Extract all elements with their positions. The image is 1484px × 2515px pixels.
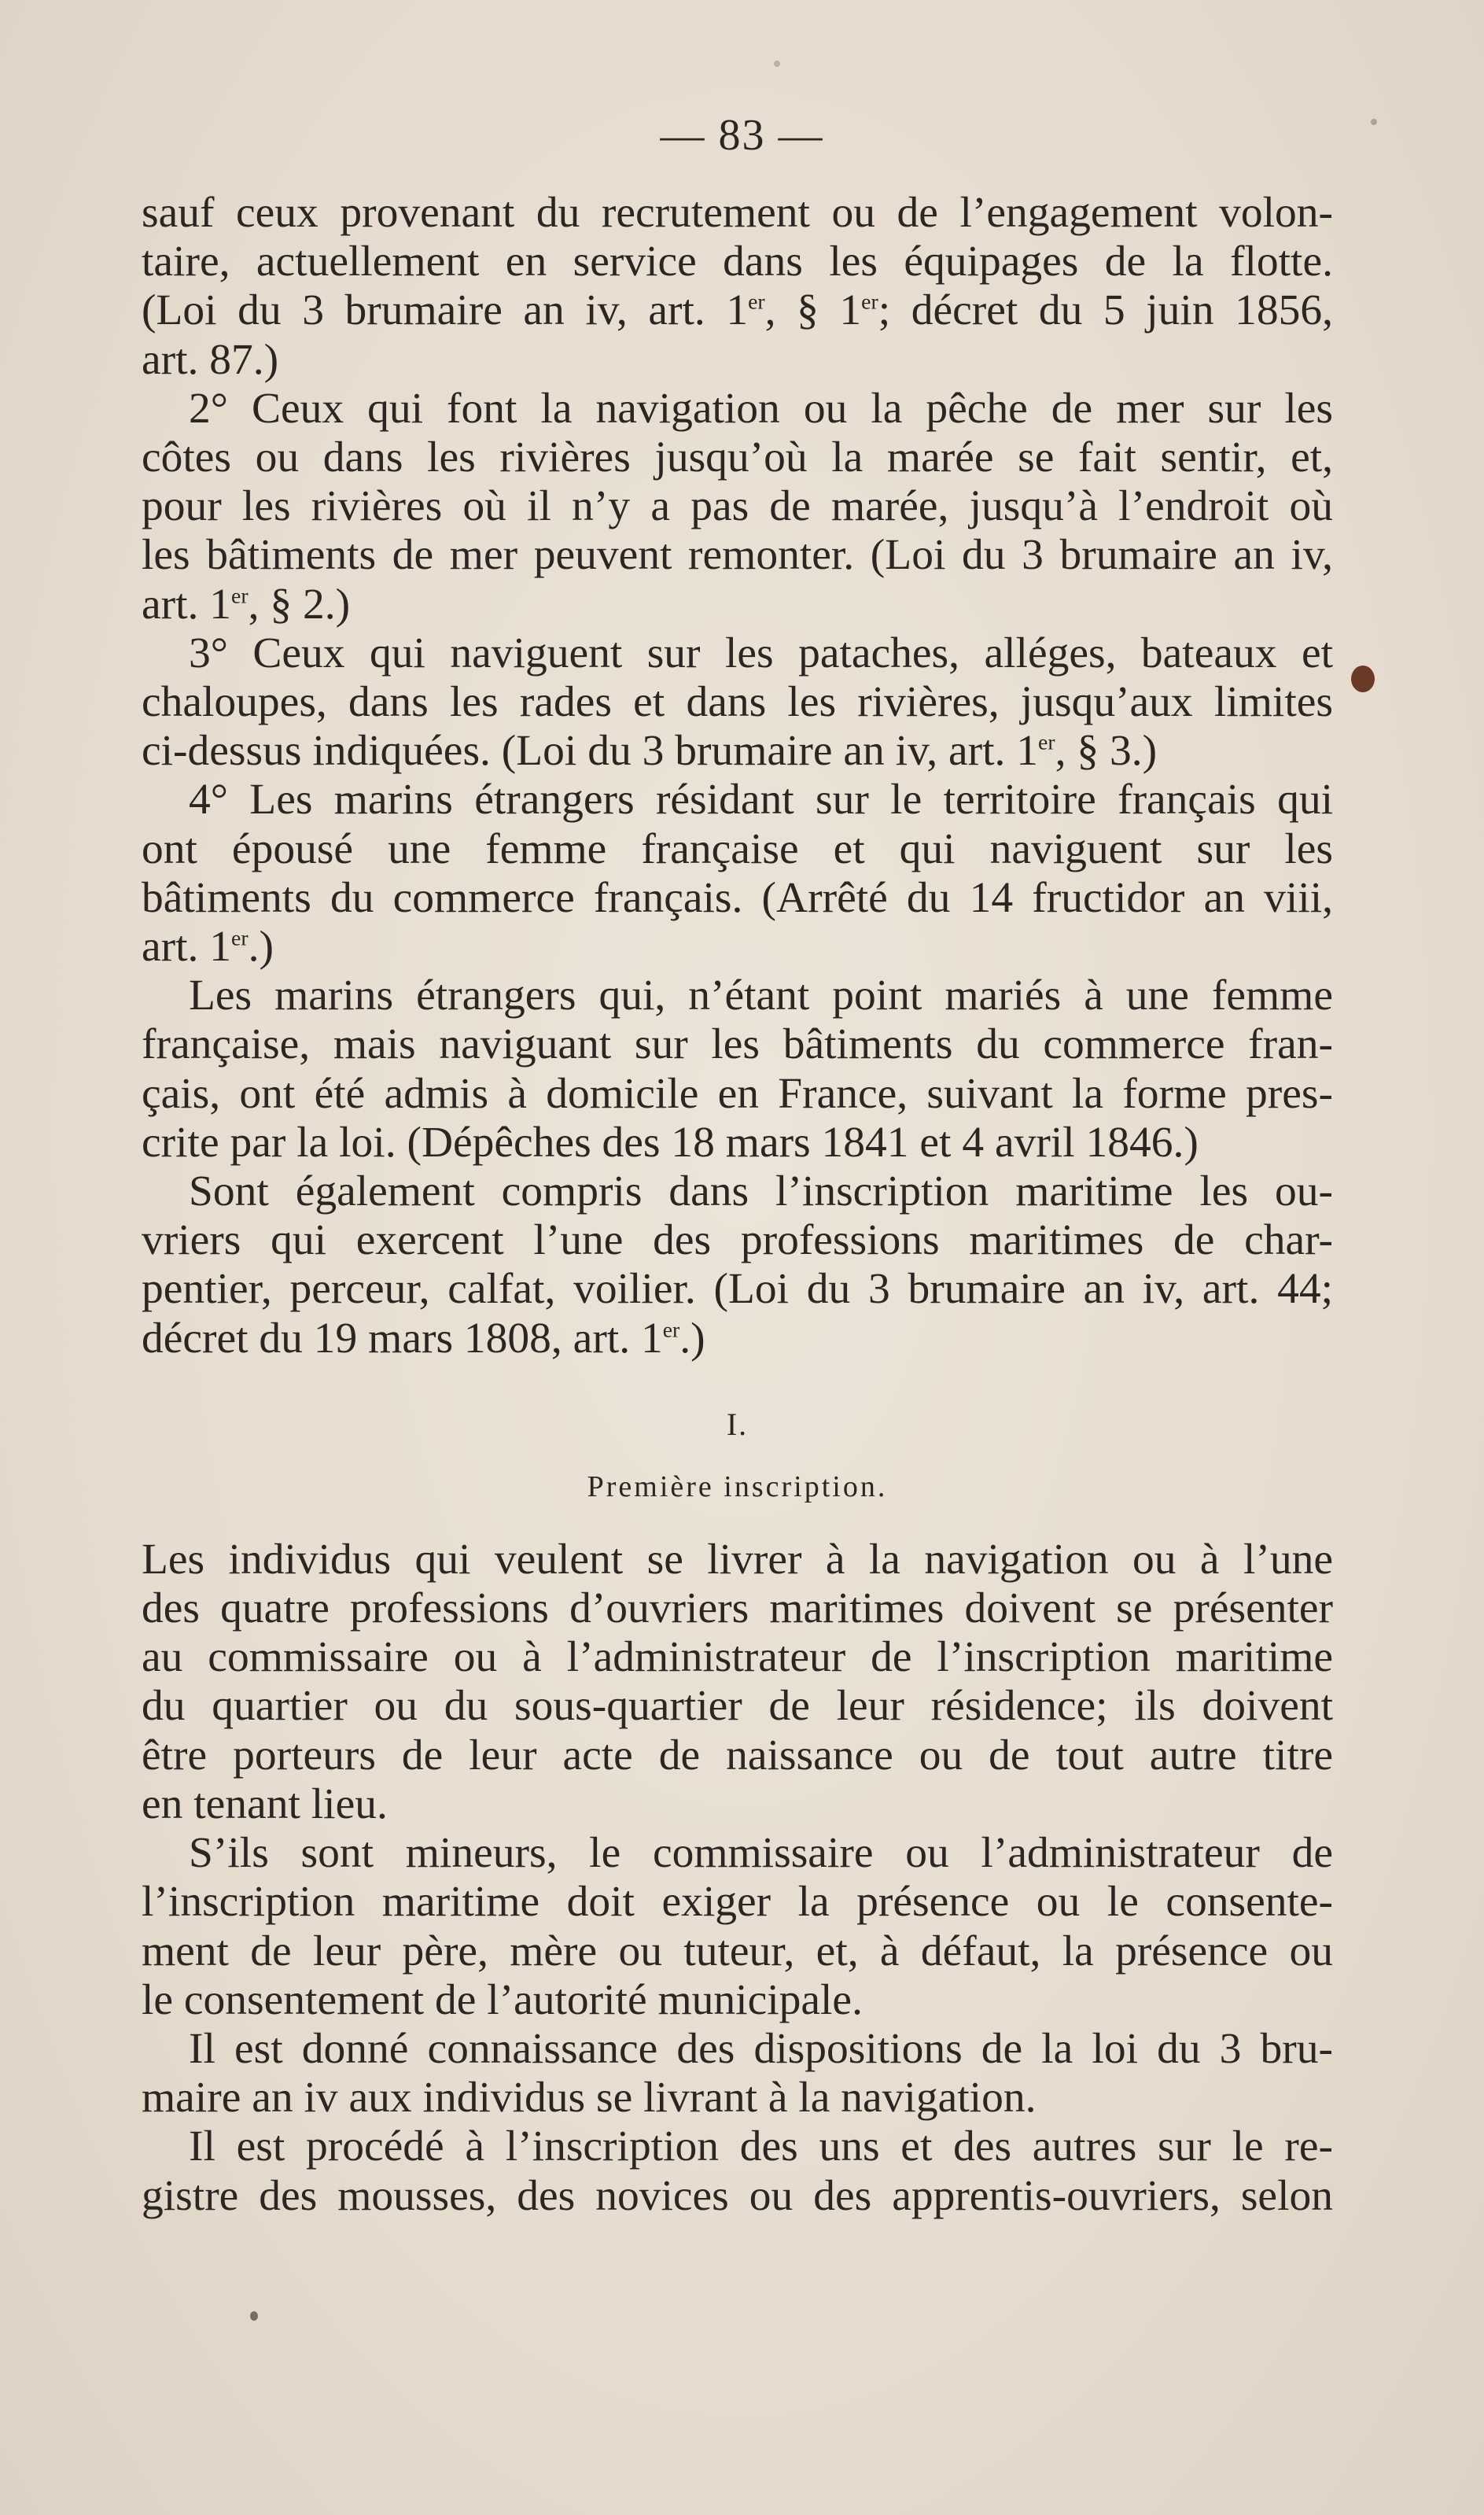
text-line: Il est donné connaissance des dispositions de la loi du 3 bru- — [189, 2024, 1333, 2073]
text-line: Il est procédé à l’inscription des uns et des autres sur le re- — [189, 2122, 1333, 2171]
text-line: crite par la loi. (Dépêches des 18 mars 1841 et 4 avril 1846.) — [142, 1118, 1199, 1167]
paragraph-item-3 — [142, 629, 1333, 776]
text-line: maire an iv aux individus se livrant à la navigation. — [142, 2074, 1037, 2122]
paragraph-item-4 — [142, 776, 1333, 972]
text-line: au commissaire ou à l’administrateur de l’inscription maritime — [142, 1633, 1333, 1682]
text-line: du quartier ou du sous-quartier de leur résidence; ils doivent — [142, 1682, 1333, 1731]
text-line: pentier, perceur, calfat, voilier. (Loi du 3 brumaire an iv, art. 44; — [142, 1265, 1333, 1314]
text-line: les bâtiments de mer peuvent remonter. (Loi du 3 brumaire an iv, — [142, 531, 1333, 580]
text-line: S’ils sont mineurs, le commissaire ou l’administrateur de — [189, 1829, 1333, 1878]
text-line: sauf ceux provenant du recrutement ou de l’engagement volon- — [142, 189, 1333, 237]
ink-speck — [1351, 666, 1375, 692]
text-line: 4° Les marins étrangers résidant sur le territoire français qui — [189, 776, 1333, 824]
section-number: I. — [726, 1406, 749, 1442]
text-line: Les individus qui veulent se livrer à la navigation ou à l’une — [142, 1535, 1333, 1584]
paragraph-workers — [142, 1167, 1333, 1363]
text-line: Les marins étrangers qui, n’étant point mariés à une femme — [189, 972, 1333, 1020]
text-line: décret du 19 mars 1808, art. 1er.) — [142, 1314, 705, 1363]
paragraph-first-inscription — [142, 1536, 1333, 1829]
paragraph-registration — [142, 2122, 1333, 2220]
text-line: gistre des mousses, des novices ou des apprentis-ouvriers, selon — [142, 2171, 1333, 2220]
paragraph-item-2 — [142, 385, 1333, 629]
text-line: ment de leur père, mère ou tuteur, et, à défaut, la présence ou — [142, 1927, 1333, 1975]
text-line: côtes ou dans les rivières jusqu’où la marée se fait sentir, et, — [142, 433, 1333, 482]
text-line: (Loi du 3 brumaire an iv, art. 1er, § 1er; décret du 5 juin 1856, — [142, 286, 1334, 335]
text-line: l’inscription maritime doit exiger la présence ou le consente- — [142, 1878, 1333, 1927]
text-line: bâtiments du commerce français. (Arrêté du 14 fructidor an viii, — [142, 873, 1333, 922]
ink-speck — [774, 61, 780, 67]
text-line: art. 87.) — [142, 335, 279, 384]
paragraph-minors — [142, 1829, 1333, 2025]
text-line: le consentement de l’autorité municipale. — [142, 1975, 863, 2024]
paragraph-foreign-sailors — [142, 972, 1333, 1167]
text-line: française, mais naviguant sur les bâtiments du commerce fran- — [142, 1020, 1333, 1069]
ordinal-superscript: er — [748, 289, 765, 315]
text-line: ci-dessus indiquées. (Loi du 3 brumaire an iv, art. 1er, § 3.) — [142, 727, 1158, 776]
ordinal-superscript: er — [1038, 730, 1055, 755]
text-line: art. 1er, § 2.) — [142, 580, 351, 629]
ordinal-superscript: er — [662, 1318, 680, 1343]
text-line: ont épousé une femme française et qui naviguent sur les — [142, 824, 1333, 873]
ink-speck — [250, 2311, 258, 2321]
text-line: taire, actuellement en service dans les équipages de la flotte. — [142, 238, 1333, 286]
text-line: 2° Ceux qui font la navigation ou la pêche de mer sur les — [189, 384, 1333, 433]
ordinal-superscript: er — [861, 289, 878, 315]
text-line: en tenant lieu. — [142, 1779, 388, 1828]
section-title: Première inscription. — [587, 1470, 888, 1503]
text-line: pour les rivières où il n’y a pas de marée, jusqu’à l’endroit où — [142, 482, 1333, 531]
text-line: être porteurs de leur acte de naissance ou de tout autre titre — [142, 1731, 1333, 1779]
paragraph-continuation — [142, 189, 1333, 385]
paragraph-notice — [142, 2025, 1333, 2122]
text-line: chaloupes, dans les rades et dans les rivières, jusqu’aux limites — [142, 678, 1333, 727]
text-line: çais, ont été admis à domicile en France, suivant la forme pres- — [142, 1069, 1333, 1118]
text-line: 3° Ceux qui naviguent sur les pataches, alléges, bateaux et — [189, 629, 1333, 677]
ink-speck — [1371, 119, 1377, 125]
page-number: — 83 — — [660, 111, 824, 160]
text-line: art. 1er.) — [142, 923, 274, 972]
page-body — [142, 189, 1333, 2221]
text-line: des quatre professions d’ouvriers maritimes doivent se présenter — [142, 1584, 1333, 1633]
ordinal-superscript: er — [231, 584, 249, 609]
text-line: vriers qui exercent l’une des professions maritimes de char- — [142, 1216, 1333, 1265]
text-line: Sont également compris dans l’inscription maritime les ou- — [189, 1167, 1333, 1216]
ordinal-superscript: er — [231, 926, 249, 951]
